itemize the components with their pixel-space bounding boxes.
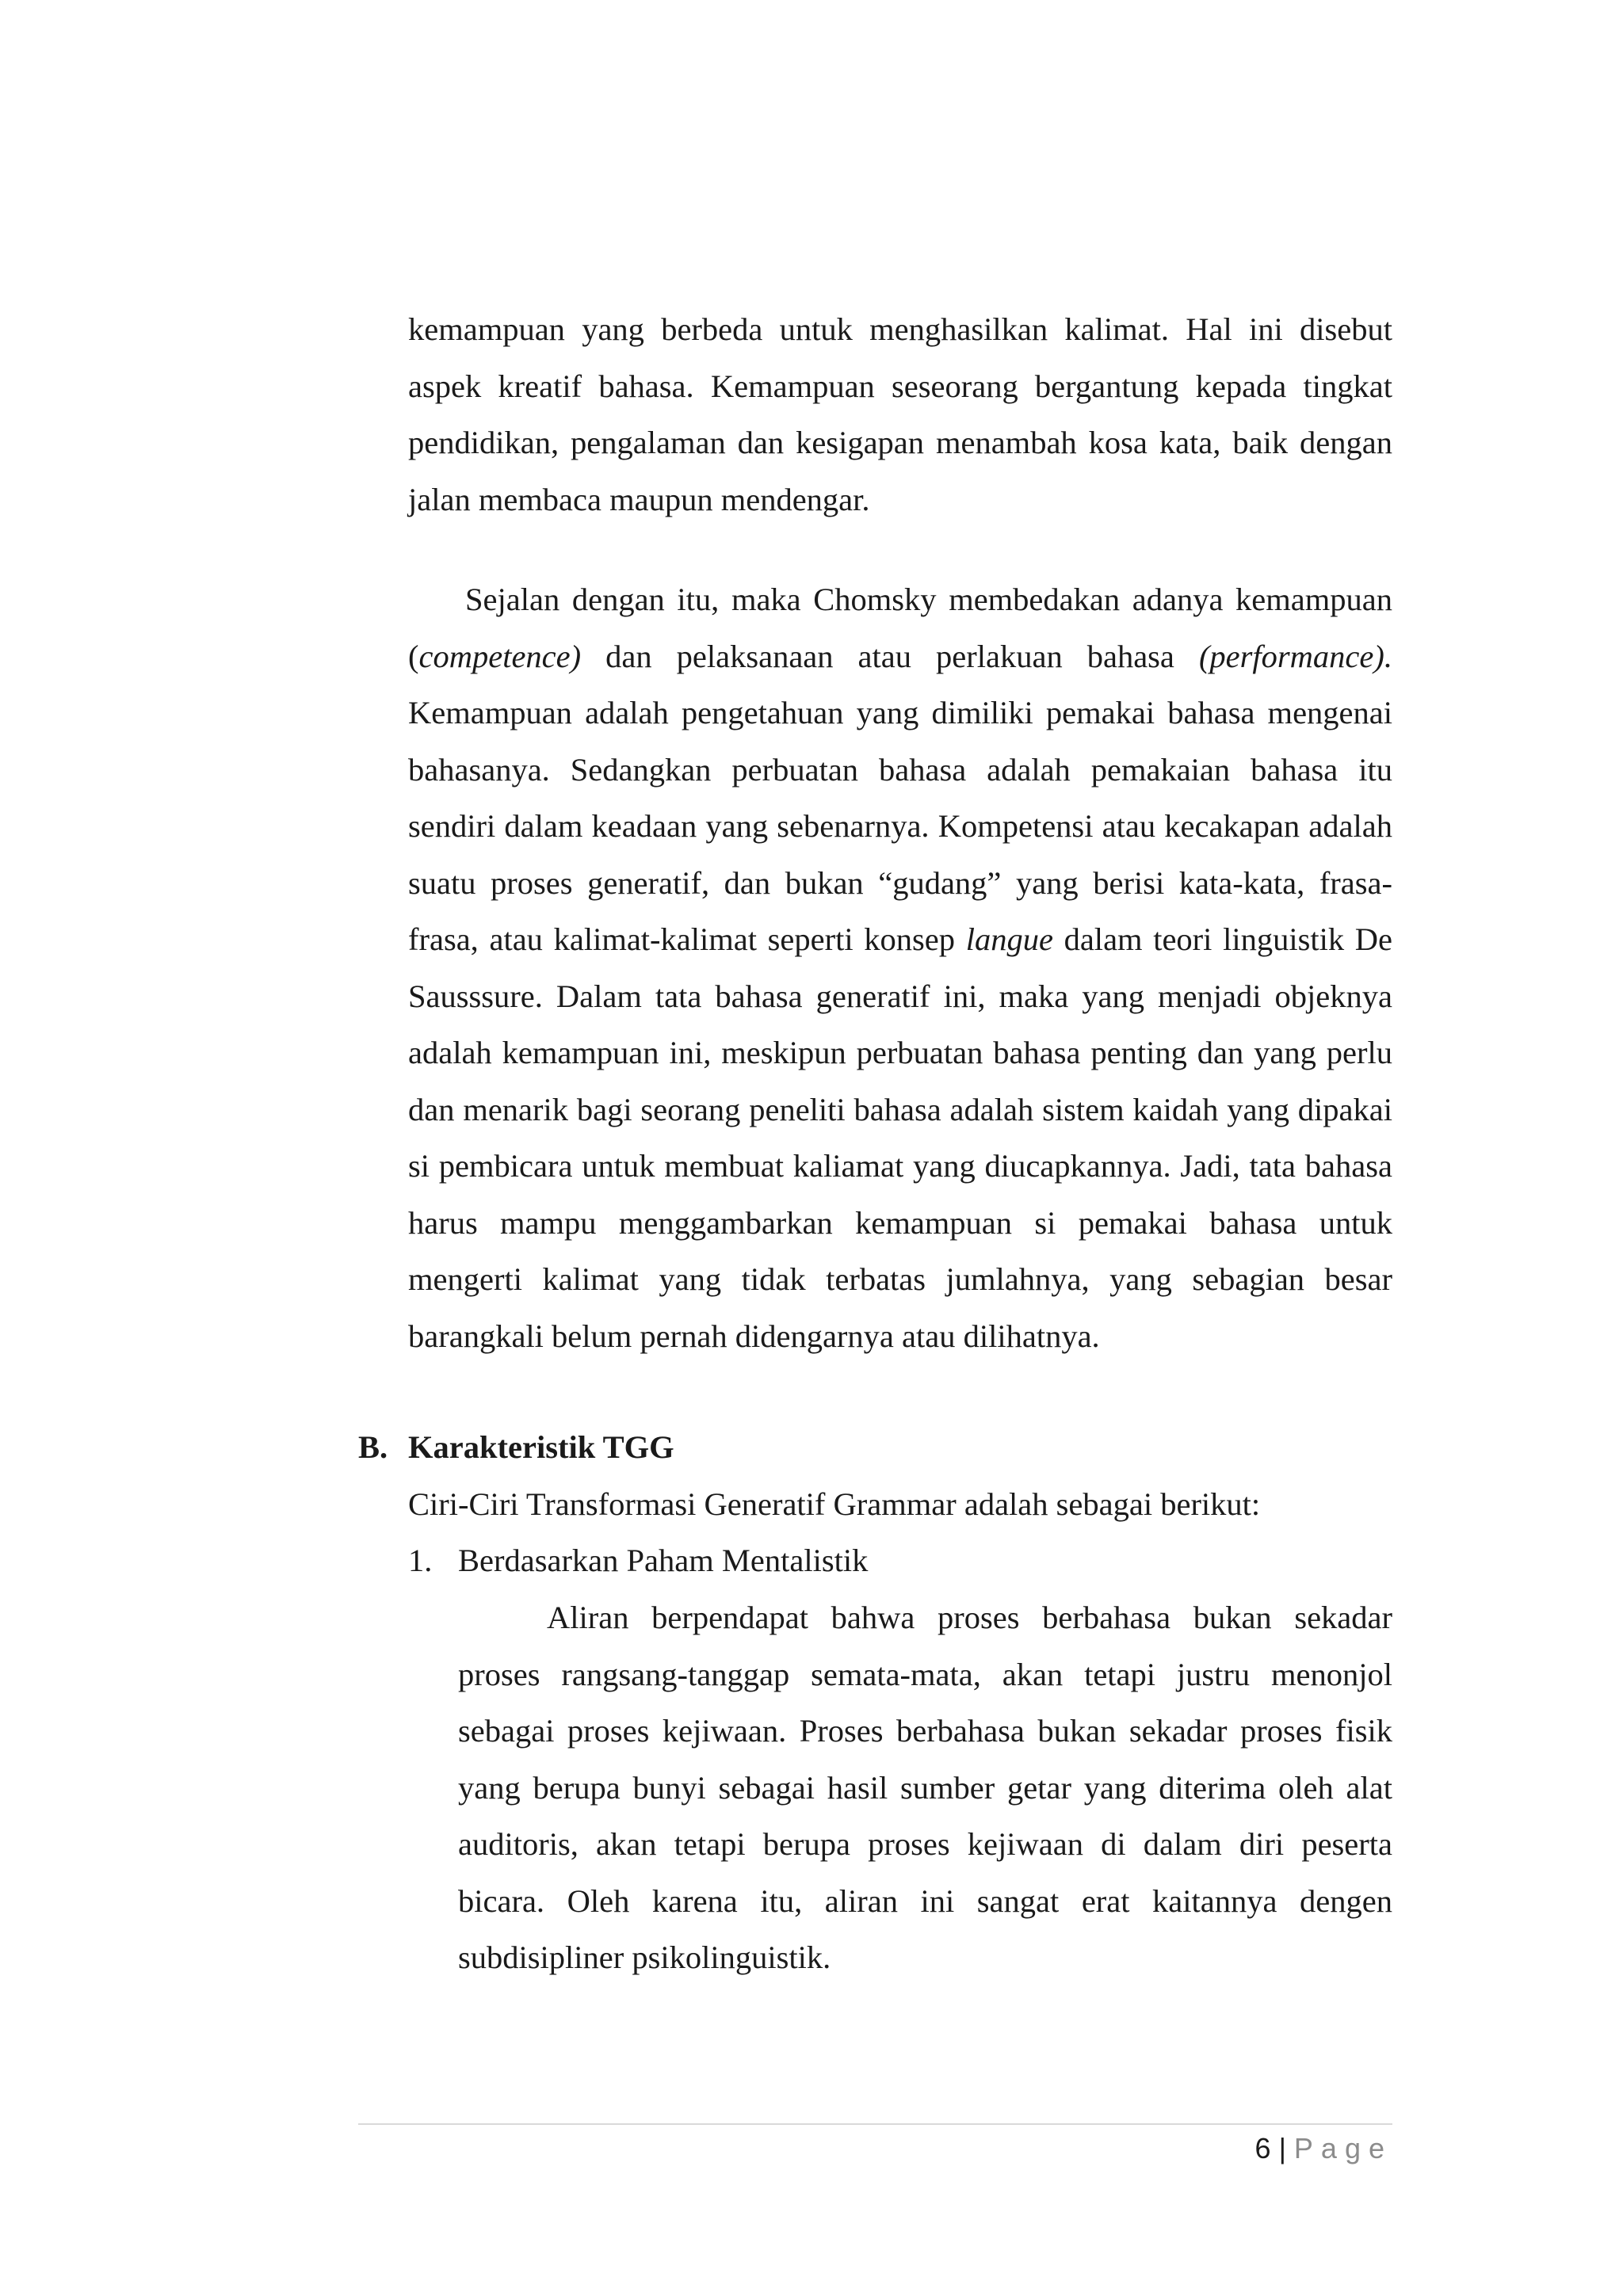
paragraph-text: dan pelaksanaan atau perlakuan bahasa — [581, 638, 1199, 674]
page-label: Page — [1293, 2132, 1392, 2164]
page-number: 6 — [1254, 2132, 1271, 2164]
footer-divider — [358, 2123, 1392, 2125]
term-langue: langue — [965, 921, 1053, 957]
section-title: Karakteristik TGG — [408, 1429, 674, 1465]
term-performance: (performance). — [1198, 638, 1392, 674]
paragraph-text: Kemampuan adalah pengetahuan yang dimiliki pemakai bahasa mengenai bahasanya. Sedangkan perbuatan bahasa adalah pemakaian bahasa itu sendiri dalam keadaan yang sebenarnya. Kompetensi atau kecakapan adalah suatu proses generatif, dan bukan “gudang” yang berisi kata-kata, frasa-frasa, atau kalimat-kalimat seperti konsep — [408, 695, 1392, 957]
paragraph-kemampuan: kemampuan yang berbeda untuk menghasilkan kalimat. Hal ini disebut aspek kreatif bahasa. Kemampuan seseorang bergantung kepada tingkat pendidikan, pengalaman dan kesigapan menambah kosa kata, baik dengan jalan membaca maupun mendengar. — [408, 311, 1392, 517]
page-footer — [1255, 2126, 1392, 2171]
list-item-label: Berdasarkan Paham Mentalistik — [458, 1543, 869, 1578]
section-intro: Ciri-Ciri Transformasi Generatif Grammar adalah sebagai berikut: — [408, 1486, 1261, 1522]
paragraph-text: Sejalan dengan itu, maka Chomsky membedakan adanya kemampuan ( — [408, 582, 1392, 674]
section-heading — [358, 1419, 674, 1476]
section-letter: B. — [358, 1429, 388, 1465]
paragraph-text: dalam teori linguistik De Sausssure. Dalam tata bahasa generatif ini, maka yang menjadi objeknya adalah kemampuan ini, meskipun perbuatan bahasa penting dan yang perlu dan menarik bagi seorang peneliti bahasa adalah sistem kaidah yang dipakai si pembicara untuk membuat kaliamat yang diucapkannya. Jadi, tata bahasa harus mampu menggambarkan kemampuan si pemakai bahasa untuk mengerti kalimat yang tidak terbatas jumlahnya, yang sebagian besar barangkali belum pernah didengarnya atau dilihatnya. — [408, 921, 1392, 1354]
footer-separator: | — [1278, 2132, 1286, 2164]
paragraph-chomsky — [408, 571, 1392, 1364]
list-item — [408, 1532, 868, 1589]
list-item-number: 1. — [408, 1543, 433, 1578]
paragraph-mentalistik: Aliran berpendapat bahwa proses berbahasa bukan sekadar proses rangsang-tanggap semata-mata, akan tetapi justru menonjol sebagai proses kejiwaan. Proses berbahasa bukan sekadar proses fisik yang berupa bunyi sebagai hasil sumber getar yang diterima oleh alat auditoris, akan tetapi berupa proses kejiwaan di dalam diri peserta bicara. Oleh karena itu, aliran ini sangat erat kaitannya dengen subdisipliner psikolinguistik. — [458, 1600, 1392, 1975]
term-competence: competence) — [418, 638, 582, 674]
